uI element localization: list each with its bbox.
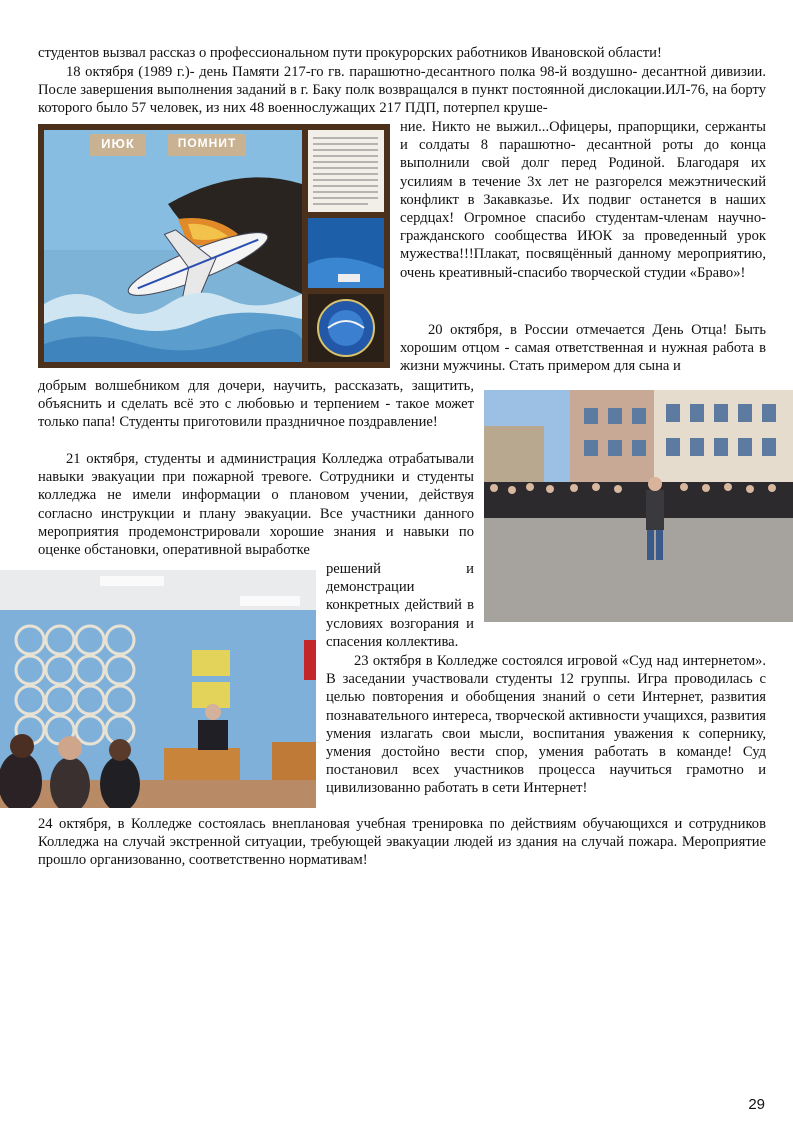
classroom-illustration: [0, 570, 316, 808]
memorial-poster-photo: [38, 124, 390, 368]
paragraph-fathers-day: 20 октября, в России отмечается День Отца! Быть хорошим отцом - самая ответственная и нужная работа в жизни мужчины. Стать примером для сына и: [400, 322, 766, 375]
paragraph-oct18-intro: 18 октября (1989 г.)- день Памяти 217-го гв. парашютно-десантного полка 98-й воздушно- десантной дивизии. После завершения выполнения заданий в г. Баку полк возвращался в пункт постоянной дислокации.ИЛ-76, на борту которого было 57 человек, из них 48 военнослужащих 217 ПДП, потерпел круше-: [38, 64, 766, 117]
paragraph-evacuation-oct21: 21 октября, студенты и администрация Колледжа отрабатывали навыки эвакуации при пожарной тревоге. Сотрудники и студенты колледжа не имели информации о плановом учении, действуя согласно инструкции и плану эвакуации. Все участники данного мероприятия продемонстрировали хорошие знания и навыки по оценке обстановки, оперативной выработке: [38, 451, 474, 559]
evacuation-crowd-photo: [484, 390, 793, 622]
poster-label-left: ИЮК: [101, 136, 135, 151]
paragraph-fathers-day-continued: добрым волшебником для дочери, научить, рассказать, защитить, объяснить и сделать всё это с любовью и терпением - такое может только папа! Студенты приготовили праздничное поздравление!: [38, 378, 474, 431]
paragraph-prosecutor: студентов вызвал рассказ о профессиональном пути прокурорских работников Ивановской области!: [38, 45, 662, 61]
paragraph-oct18-continued: ние. Никто не выжил...Офицеры, прапорщики, сержанты и солдаты 8 парашютно- десантной роты до конца выполнили свой долг перед Родиной. Благодаря их усилиям в течение 3х лет не разгорелся межэтнический конфликт в Закавказье. Их подвиг останется в наших сердцах! Огромное спасибо студентам-членам научно- гражданского сообщества ИЮК за проведенный урок мужества!!!Плакат, посвящённый данному мероприятию, очень креативный-спасибо творческой студии «Браво»!: [400, 119, 766, 281]
page-number: 29: [748, 1096, 765, 1113]
paragraph-training-oct24: 24 октября, в Колледже состоялась внеплановая учебная тренировка по действиям обучающихся и сотрудников Колледжа на случай экстренной ситуации, требующей эвакуации людей из здания на случай пожара. Мероприятие прошло организованно, соответственно нормативам!: [38, 816, 766, 869]
crowd-illustration: [484, 390, 793, 622]
poster-label-right: ПОМНИТ: [177, 136, 237, 150]
paragraph-internet-court: 23 октября в Колледже состоялся игровой «Суд над интернетом». В заседании участвовали студенты 12 группы. Игра проводилась с целью повторения и обобщения знаний о сети Интернет, развития познавательного интереса, творческой активности учащихся, развития умения излагать свои мысли, воспитания уважения к сопернику, умения достойно вести спор, умения работать в команде! Суд постановил всех участников процесса научиться грамотно и цивилизованно работать в сети Интернет!: [326, 653, 766, 797]
paragraph-evacuation-continued: решений и демонстрации конкретных действий в условиях возгорания и спасения коллектива.: [326, 561, 474, 650]
poster-illustration: [38, 124, 390, 368]
court-game-photo: [0, 570, 316, 808]
